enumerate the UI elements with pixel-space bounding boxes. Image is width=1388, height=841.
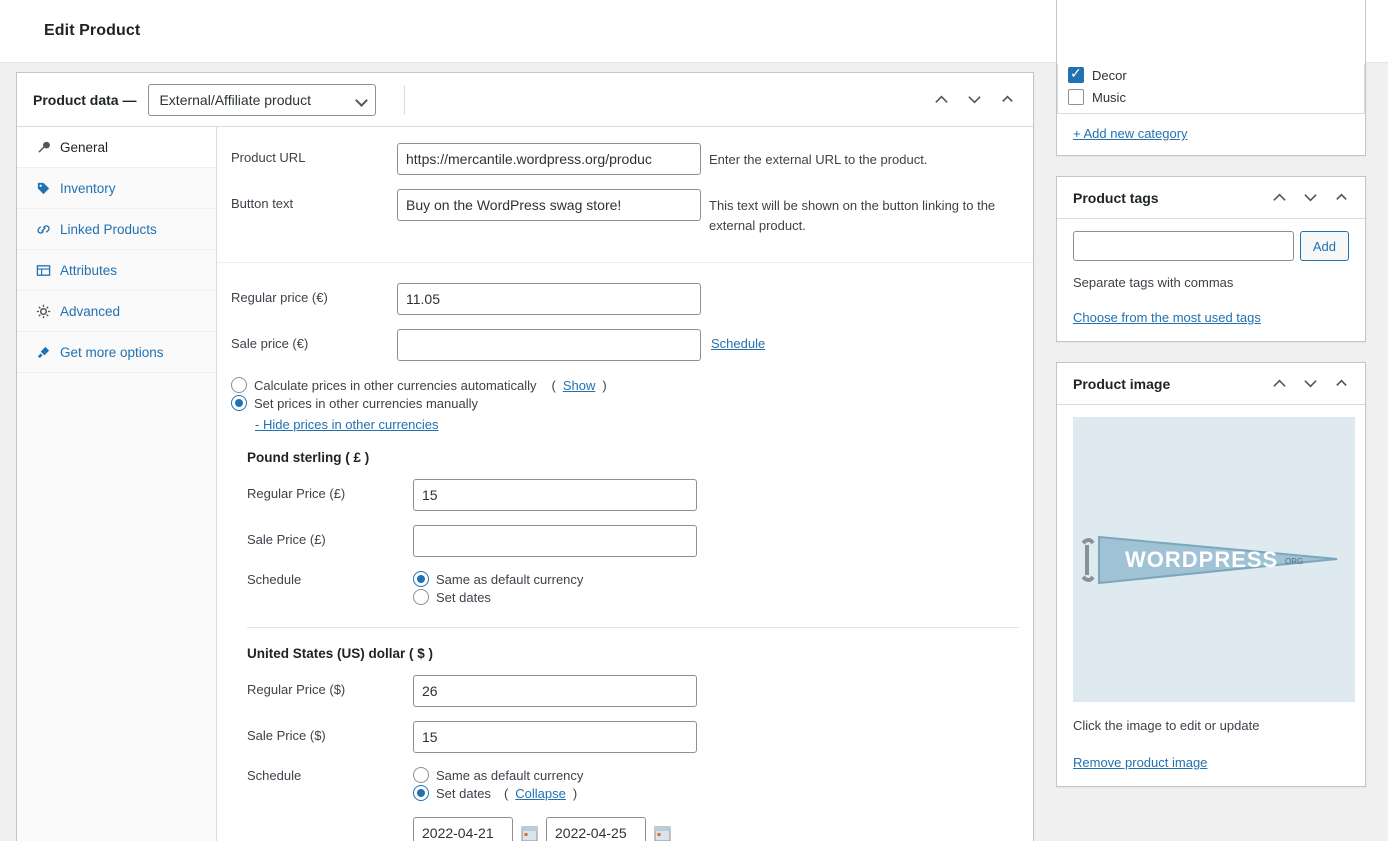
button-text-label: Button text [231, 196, 294, 211]
category-label-decor: Decor [1092, 67, 1127, 83]
product-image-caption: Click the image to edit or update [1073, 718, 1260, 733]
usd-date-to-input[interactable] [546, 817, 646, 841]
tags-move-up-icon[interactable] [1272, 190, 1287, 205]
usd-sale-row [247, 721, 1019, 753]
page-title: Edit Product [44, 22, 141, 39]
plug-icon [35, 344, 51, 360]
usd-regular-label: Regular Price ($) [247, 682, 346, 698]
usd-regular-input[interactable] [413, 675, 697, 707]
calc-auto-radio[interactable] [231, 377, 247, 393]
gbp-sale-label: Sale Price (£) [247, 532, 326, 548]
usd-dates-radio[interactable] [413, 785, 429, 801]
sale-price-input[interactable] [397, 329, 701, 361]
tab-general[interactable] [17, 127, 216, 168]
usd-schedule-options [413, 767, 583, 803]
header-divider [404, 85, 405, 115]
product-tags-title: Product tags [1073, 189, 1159, 206]
category-checkbox-decor[interactable] [1068, 67, 1084, 83]
tab-advanced[interactable] [17, 291, 216, 332]
product-data-panel [16, 72, 1034, 841]
add-new-category-wrap [1057, 114, 1365, 155]
sale-price-label: Sale price (€) [231, 336, 309, 352]
usd-date-range-row [247, 817, 1019, 841]
link-icon [35, 221, 51, 237]
gbp-same-option[interactable] [413, 571, 583, 587]
show-paren-open: ( [551, 377, 556, 393]
remove-product-image-link[interactable]: Remove product image [1073, 755, 1208, 770]
currency-title-usd: United States (US) dollar ( $ ) [247, 646, 434, 662]
image-move-up-icon[interactable] [1272, 376, 1287, 391]
add-new-category-link[interactable]: + Add new category [1073, 126, 1188, 141]
usd-date-from-input[interactable] [413, 817, 513, 841]
tab-attributes[interactable] [17, 250, 216, 291]
product-data-column [16, 72, 1034, 841]
usd-same-radio[interactable] [413, 767, 429, 783]
gbp-schedule-options [413, 571, 583, 607]
add-tag-button[interactable]: Add [1300, 231, 1349, 261]
product-url-input[interactable] [397, 143, 701, 175]
move-up-icon[interactable] [934, 92, 949, 107]
tag-entry-row [1073, 231, 1349, 261]
gbp-regular-input[interactable] [413, 479, 697, 511]
tab-advanced-label: Advanced [60, 303, 121, 319]
calc-auto-option[interactable] [231, 377, 1019, 393]
tab-get-more-options-label: Get more options [60, 344, 164, 360]
gbp-regular-label: Regular Price (£) [247, 486, 346, 502]
usd-collapse-paren-open: ( [503, 785, 509, 801]
product-image-header [1057, 363, 1365, 405]
product-type-select-wrap [148, 84, 376, 116]
set-manual-option[interactable] [231, 395, 1019, 411]
tab-general-label: General [60, 139, 109, 155]
button-text-description: This text will be shown on the button linking to the external product. [709, 198, 996, 234]
pricing-section [217, 263, 1033, 841]
product-image-body [1057, 405, 1365, 786]
tab-inventory[interactable] [17, 168, 216, 209]
product-data-header [17, 73, 1033, 127]
usd-schedule-label: Schedule [247, 768, 302, 784]
show-prices-link[interactable]: Show [562, 377, 596, 393]
product-url-row [231, 143, 1019, 175]
product-data-heading: Product data — [33, 91, 137, 108]
product-image-thumbnail[interactable] [1073, 417, 1355, 702]
usd-collapse-link[interactable]: Collapse [515, 785, 566, 801]
tags-hint: Separate tags with commas [1073, 275, 1234, 290]
usd-schedule-row [247, 767, 1019, 803]
product-data-body [17, 127, 1033, 841]
usd-dates-option[interactable] [413, 785, 583, 801]
product-image-box [1056, 362, 1366, 787]
button-text-input[interactable] [397, 189, 701, 221]
tag-input[interactable] [1073, 231, 1294, 261]
product-image-title: Product image [1073, 375, 1171, 392]
set-manual-label: Set prices in other currencies manually [254, 395, 478, 411]
image-move-down-icon[interactable] [1303, 376, 1318, 391]
button-text-row [231, 189, 1019, 236]
regular-price-row [231, 283, 1019, 315]
calendar-icon-2[interactable] [654, 825, 671, 841]
product-data-tabs [17, 127, 217, 841]
product-tags-body [1057, 219, 1365, 341]
gbp-schedule-label: Schedule [247, 572, 302, 588]
set-manual-radio[interactable] [231, 395, 247, 411]
regular-price-label: Regular price (€) [231, 290, 328, 306]
regular-price-input[interactable] [397, 283, 701, 315]
sale-price-row [231, 329, 1019, 361]
gbp-sale-row [247, 525, 1019, 557]
category-list [1057, 64, 1365, 114]
tab-attributes-label: Attributes [60, 262, 118, 278]
usd-sale-label: Sale Price ($) [247, 728, 326, 744]
currency-divider [247, 627, 1019, 628]
external-url-section [217, 127, 1033, 263]
gbp-schedule-row [247, 571, 1019, 607]
panel-order-controls [934, 92, 1021, 107]
table-icon [35, 262, 51, 278]
usd-same-label: Same as default currency [436, 767, 584, 783]
calc-auto-label: Calculate prices in other currencies automatically [254, 377, 537, 393]
toggle-panel-icon[interactable] [1000, 92, 1015, 107]
usd-collapse-paren-close: ) [572, 785, 578, 801]
general-panel [217, 127, 1033, 841]
image-toggle-icon[interactable] [1334, 376, 1349, 391]
category-checkbox-music[interactable] [1068, 89, 1084, 105]
product-tags-box [1056, 176, 1366, 342]
category-label-music: Music [1092, 89, 1126, 105]
tags-toggle-icon[interactable] [1334, 190, 1349, 205]
product-tags-controls [1272, 190, 1355, 205]
category-item-music[interactable] [1068, 86, 1354, 108]
product-type-select[interactable] [148, 84, 376, 116]
usd-same-option[interactable] [413, 767, 583, 783]
show-paren-close: ) [602, 377, 607, 393]
svg-text:WORDPRESS: WORDPRESS [1125, 546, 1279, 572]
usd-regular-row [247, 675, 1019, 707]
tab-linked-products-label: Linked Products [60, 221, 157, 237]
svg-text:ORG: ORG [1285, 556, 1304, 566]
product-categories-box [1056, 0, 1366, 156]
wrench-icon [35, 139, 51, 155]
sidebar-column [1056, 63, 1366, 807]
gbp-dates-radio[interactable] [413, 589, 429, 605]
schedule-sale-link[interactable]: Schedule [711, 336, 766, 352]
gbp-same-label: Same as default currency [436, 571, 584, 587]
tab-get-more-options[interactable] [17, 332, 216, 373]
tag-icon [35, 180, 51, 196]
currency-block-usd [231, 646, 1019, 841]
product-tags-header [1057, 177, 1365, 219]
product-url-description: Enter the external URL to the product. [709, 152, 928, 167]
tab-inventory-label: Inventory [60, 180, 116, 196]
currency-block-gbp [231, 450, 1019, 628]
gbp-regular-row [247, 479, 1019, 511]
gbp-same-radio[interactable] [413, 571, 429, 587]
tab-linked-products[interactable] [17, 209, 216, 250]
most-used-tags-link[interactable]: Choose from the most used tags [1073, 310, 1261, 325]
move-down-icon[interactable] [967, 92, 982, 107]
gear-icon [35, 303, 51, 319]
hide-prices-link[interactable]: - Hide prices in other currencies [255, 417, 439, 433]
calendar-icon[interactable] [521, 825, 538, 841]
gbp-dates-option[interactable] [413, 589, 583, 605]
currency-title-gbp: Pound sterling ( £ ) [247, 450, 370, 466]
gbp-sale-input[interactable] [413, 525, 697, 557]
category-item-decor[interactable] [1068, 64, 1354, 86]
product-image-controls [1272, 376, 1355, 391]
admin-content [0, 63, 1388, 841]
product-url-label: Product URL [231, 150, 306, 165]
gbp-dates-label: Set dates [436, 589, 491, 605]
usd-sale-input[interactable] [413, 721, 697, 753]
pennant-flag-graphic [1079, 485, 1349, 635]
usd-dates-label: Set dates [436, 785, 491, 801]
tags-move-down-icon[interactable] [1303, 190, 1318, 205]
